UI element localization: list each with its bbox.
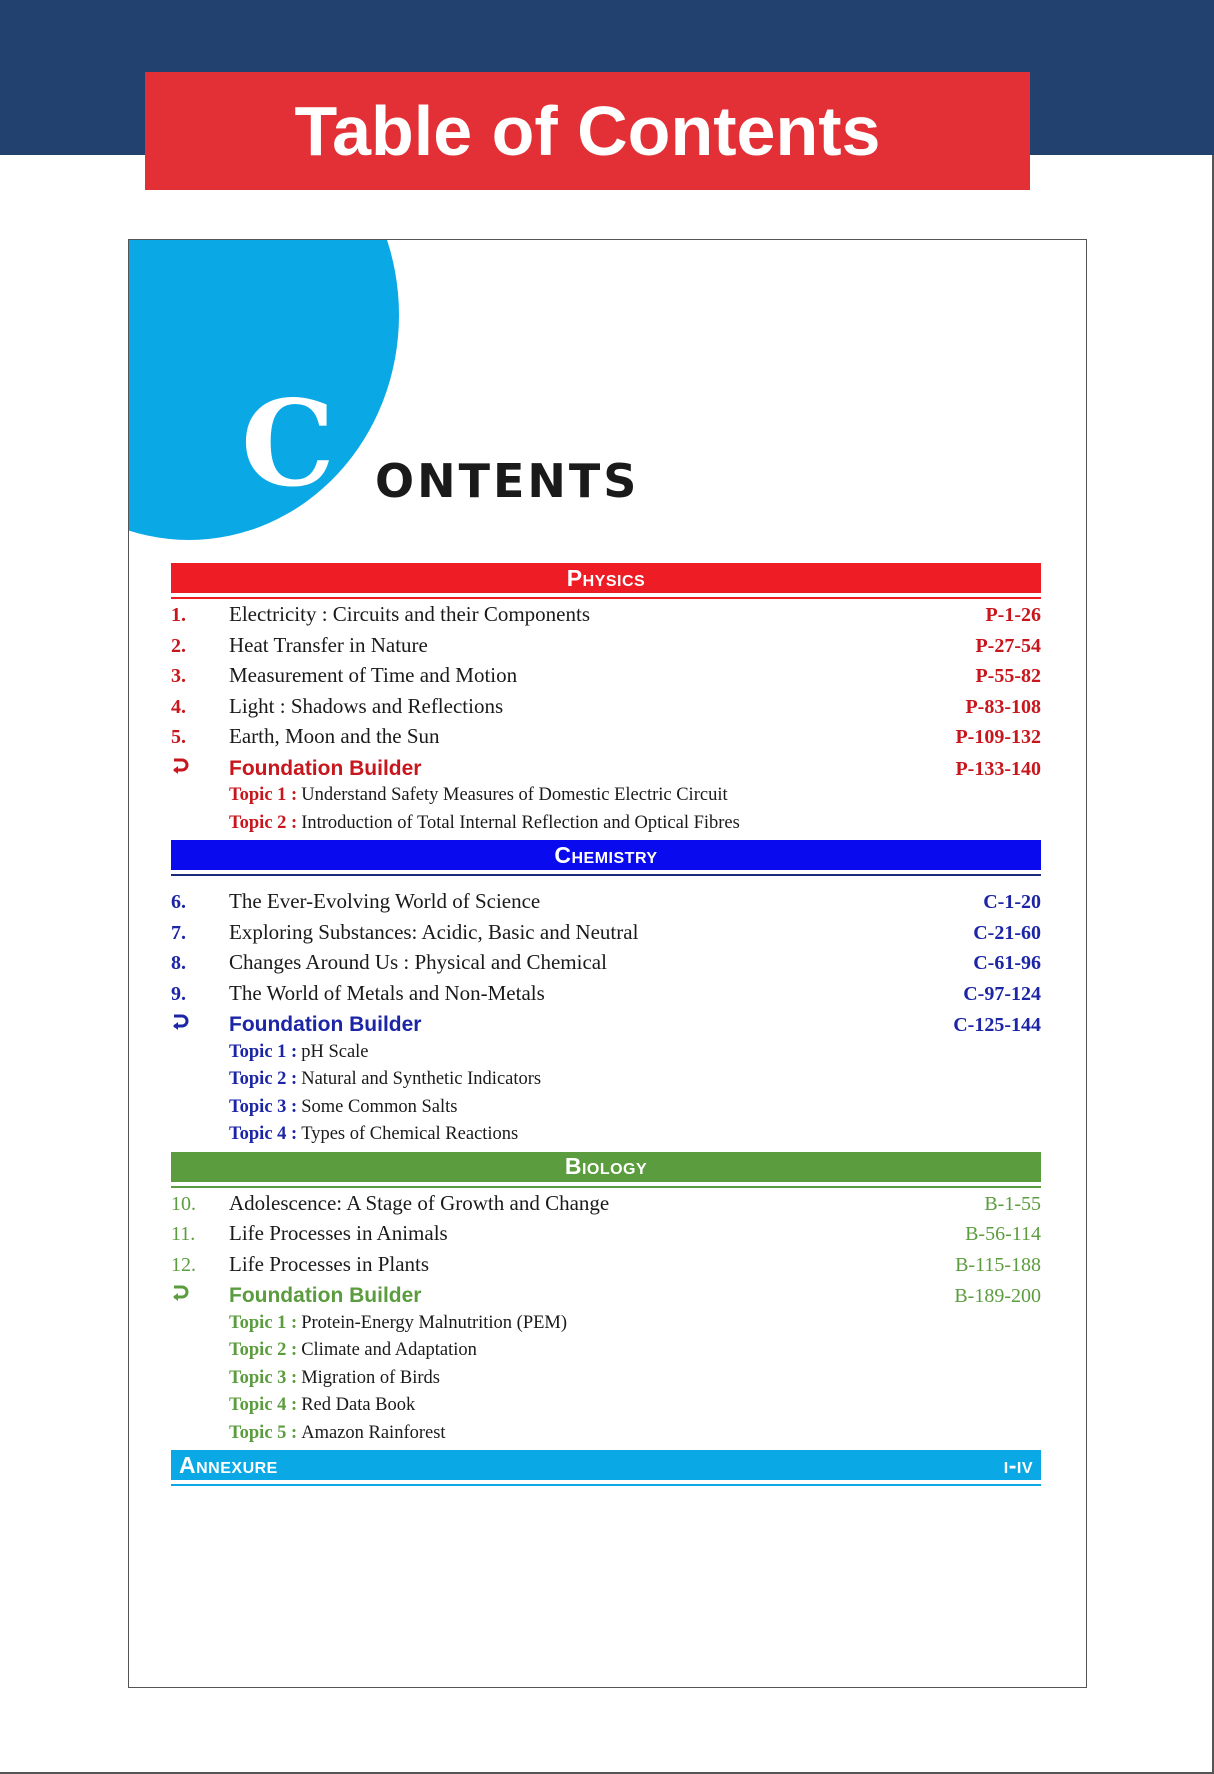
- chapter-number: 9.: [171, 982, 186, 1005]
- chapter-row[interactable]: [171, 1191, 1041, 1222]
- chapter-row[interactable]: [171, 694, 1041, 725]
- chapter-title: The World of Metals and Non-Metals: [229, 980, 545, 1005]
- topic-label: Topic 2 :: [229, 1069, 298, 1089]
- chapter-number: 1.: [171, 604, 186, 626]
- chapter-title: Earth, Moon and the Sun: [229, 724, 440, 748]
- chapter-number: 12.: [171, 1253, 196, 1276]
- chapter-title: Heat Transfer in Nature: [229, 632, 428, 657]
- topic-item[interactable]: [171, 1395, 1041, 1423]
- chapter-title: Changes Around Us : Physical and Chemical: [229, 950, 607, 974]
- foundation-builder-title: Foundation Builder: [229, 756, 422, 780]
- topic-text: Migration of Birds: [301, 1367, 440, 1388]
- topic-label: Topic 2 :: [229, 812, 298, 833]
- topic-text: Understand Safety Measures of Domestic Electric Circuit: [301, 785, 728, 805]
- chapter-title: The Ever-Evolving World of Science: [229, 889, 541, 913]
- chapter-row[interactable]: [171, 633, 1041, 664]
- section-header-chemistry: Chemistry: [171, 840, 1041, 870]
- chapter-pages: C-1-20: [983, 891, 1041, 913]
- chapter-title: Measurement of Time and Motion: [229, 663, 518, 687]
- topic-label: Topic 3 :: [229, 1096, 298, 1117]
- chapter-pages: P-55-82: [975, 665, 1041, 687]
- chapter-title: Life Processes in Animals: [229, 1221, 448, 1245]
- topic-label: Topic 1 :: [229, 1312, 298, 1333]
- chapter-number: 2.: [171, 634, 186, 657]
- arrow-curve-icon: [171, 755, 229, 781]
- topic-text: Amazon Rainforest: [301, 1422, 446, 1443]
- foundation-builder-row[interactable]: [171, 1282, 1041, 1313]
- section-physics: [171, 563, 1041, 840]
- chapter-number: 8.: [171, 952, 186, 974]
- topic-label: Topic 1 :: [229, 785, 298, 805]
- topic-text: Natural and Synthetic Indicators: [301, 1069, 542, 1089]
- section-header-physics: Physics: [171, 563, 1041, 593]
- chapter-number: 5.: [171, 726, 186, 748]
- section-biology: [171, 1152, 1041, 1451]
- chapter-row[interactable]: [171, 663, 1041, 694]
- chapter-row[interactable]: [171, 602, 1041, 633]
- topic-item[interactable]: [171, 1313, 1041, 1341]
- chapter-pages: P-109-132: [955, 726, 1041, 748]
- chapter-number: 4.: [171, 695, 186, 718]
- contents-panel: [128, 239, 1087, 1688]
- topic-item[interactable]: [171, 1340, 1041, 1368]
- chapter-row[interactable]: [171, 1252, 1041, 1283]
- topic-text: Introduction of Total Internal Reflection and Optical Fibres: [301, 812, 740, 833]
- topic-text: Red Data Book: [301, 1395, 416, 1415]
- foundation-builder-pages: B-189-200: [954, 1285, 1041, 1307]
- chapter-title: Life Processes in Plants: [229, 1251, 430, 1276]
- chapter-row[interactable]: [171, 1221, 1041, 1252]
- section-header-biology: Biology: [171, 1152, 1041, 1182]
- section-chemistry: [171, 840, 1041, 1152]
- title-banner: [145, 72, 1030, 190]
- topic-text: Protein-Energy Malnutrition (PEM): [301, 1312, 568, 1333]
- topic-item[interactable]: [171, 1069, 1041, 1097]
- foundation-builder-pages: C-125-144: [953, 1014, 1041, 1036]
- chapter-number: 7.: [171, 921, 186, 944]
- topic-text: Types of Chemical Reactions: [301, 1124, 519, 1144]
- foundation-builder-pages: P-133-140: [955, 757, 1041, 780]
- chapter-row[interactable]: [171, 920, 1041, 951]
- chapter-row[interactable]: [171, 950, 1041, 981]
- chapter-pages: C-61-96: [973, 952, 1041, 974]
- chapter-number: 6.: [171, 891, 186, 913]
- topic-label: Topic 1 :: [229, 1041, 298, 1062]
- topic-label: Topic 3 :: [229, 1367, 298, 1388]
- topic-item[interactable]: [171, 1423, 1041, 1451]
- chapter-pages: B-1-55: [984, 1192, 1041, 1215]
- topic-text: Climate and Adaptation: [301, 1340, 477, 1360]
- chapter-number: 11.: [171, 1223, 196, 1245]
- chapter-row[interactable]: [171, 981, 1041, 1012]
- chapter-pages: B-56-114: [965, 1223, 1041, 1245]
- chapter-row[interactable]: [171, 724, 1041, 755]
- foundation-builder-title: Foundation Builder: [229, 1284, 422, 1307]
- topic-item[interactable]: [171, 1097, 1041, 1125]
- foundation-builder-title: Foundation Builder: [229, 1013, 422, 1036]
- topic-item[interactable]: [171, 1368, 1041, 1396]
- chapter-title: Light : Shadows and Reflections: [229, 693, 504, 718]
- chapter-pages: C-97-124: [963, 982, 1041, 1005]
- chapter-pages: C-21-60: [973, 921, 1041, 944]
- table-of-contents: [171, 563, 1041, 1489]
- page-title: Table of Contents: [294, 92, 881, 170]
- chapter-number: 3.: [171, 665, 186, 687]
- topic-label: Topic 4 :: [229, 1124, 298, 1144]
- chapter-title: Electricity : Circuits and their Components: [229, 602, 591, 626]
- topic-text: pH Scale: [301, 1041, 369, 1062]
- annexure-label: Annexure: [179, 1451, 278, 1478]
- arrow-curve-icon: [171, 1282, 229, 1308]
- section-annexure[interactable]: [171, 1450, 1041, 1480]
- topic-item[interactable]: [171, 785, 1041, 813]
- chapter-number: 10.: [171, 1192, 196, 1215]
- heading-initial: C: [241, 374, 335, 513]
- chapter-pages: B-115-188: [955, 1253, 1041, 1276]
- chapter-pages: P-1-26: [985, 604, 1041, 626]
- chapter-title: Exploring Substances: Acidic, Basic and Neutral: [229, 919, 639, 944]
- foundation-builder-row[interactable]: [171, 1011, 1041, 1042]
- annexure-pages: i-iv: [1003, 1451, 1033, 1478]
- chapter-title: Adolescence: A Stage of Growth and Change: [229, 1190, 610, 1215]
- topic-label: Topic 2 :: [229, 1340, 298, 1360]
- chapter-row[interactable]: [171, 889, 1041, 920]
- topic-item[interactable]: [171, 813, 1041, 841]
- arrow-curve-icon: [171, 1011, 229, 1037]
- topic-label: Topic 4 :: [229, 1395, 298, 1415]
- chapter-pages: P-27-54: [975, 634, 1041, 657]
- topic-text: Some Common Salts: [301, 1096, 458, 1117]
- topic-item[interactable]: [171, 1042, 1041, 1070]
- chapter-pages: P-83-108: [965, 695, 1041, 718]
- topic-item[interactable]: [171, 1124, 1041, 1152]
- foundation-builder-row[interactable]: [171, 755, 1041, 786]
- topic-label: Topic 5 :: [229, 1422, 298, 1443]
- contents-heading: ONTENTS: [375, 454, 640, 508]
